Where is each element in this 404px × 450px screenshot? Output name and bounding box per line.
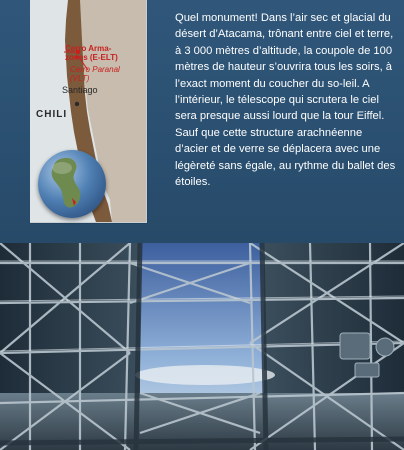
article-paragraph: Quel monument! Dans l’air sec et glacial du désert d’Atacama, trônant entre ciel et terre, à 3 000 mètres d’altitude, la coupole de 100 mètres de hauteur s’ouvrira tous les soirs, à l’exact moment du coucher du so-leil. A l’intérieur, le télescope qui scrutera le ciel sera presque aussi lourd que la tour Eiffel. Sauf que cette structure arachnéenne d’acier et de verre se déplacera avec une légèreté sans égale, au rythme du ballet des étoiles.	[175, 12, 396, 189]
armazones-label-line2: zones (E-ELT)	[65, 53, 118, 62]
paranal-label-line1: Cerro Paranal	[70, 65, 120, 74]
telescope-interior-photo	[0, 243, 404, 450]
santiago-label: Santiago	[62, 85, 98, 95]
chile-map	[30, 0, 147, 223]
country-label: CHILI	[36, 109, 68, 120]
santiago-marker	[75, 102, 79, 106]
paranal-label-line2: (VLT)	[70, 74, 90, 83]
globe-image	[38, 150, 106, 218]
telescope-structure-drawing	[0, 243, 404, 450]
armazones-label-line1: Cerro Arma-	[65, 44, 112, 53]
